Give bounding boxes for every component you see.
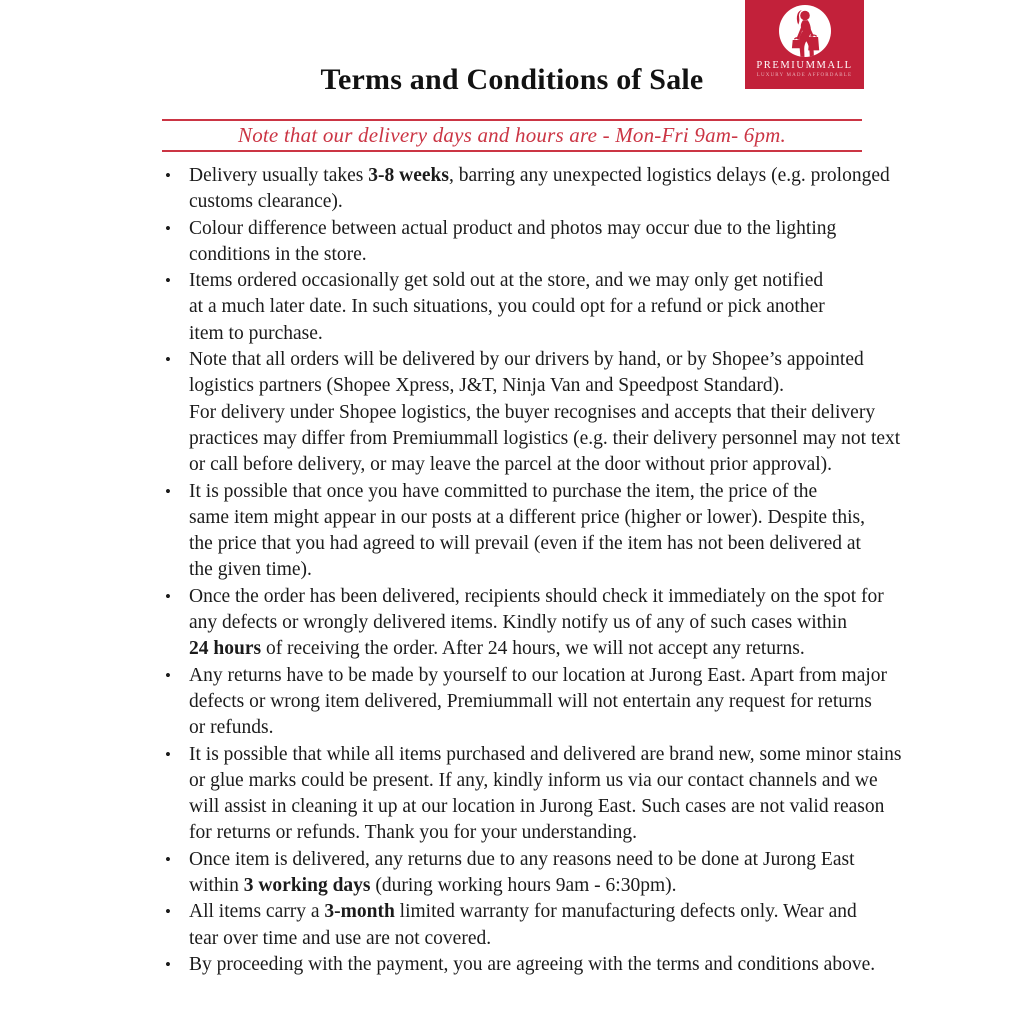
term-text: Colour difference between actual product and photos may occur due to the lighting conditions in the store. bbox=[189, 217, 837, 265]
bullet-marker: • bbox=[165, 218, 171, 238]
divider-line-bottom bbox=[162, 150, 862, 152]
bullet-marker: • bbox=[165, 954, 171, 974]
logo-tagline-text: LUXURY MADE AFFORDABLE bbox=[756, 73, 853, 78]
term-text: Any returns have to be made by yourself to our location at Jurong East. Apart from major defects or wrong item delivered, Premiummall will not entertain any request for returns or refunds. bbox=[189, 664, 888, 739]
list-item bbox=[162, 584, 884, 663]
bullet-marker: • bbox=[165, 350, 171, 370]
list-item bbox=[162, 847, 862, 900]
bullet-marker: • bbox=[165, 166, 171, 185]
bullet-marker: • bbox=[165, 665, 171, 685]
bullet-marker: • bbox=[165, 744, 171, 764]
term-text: Items ordered occasionally get sold out at the store, and we may only get notified at a much later date. In such situations, you could opt for a refund or pick another item to purchase. bbox=[189, 270, 825, 344]
term-text: Once item is delivered, any returns due to any reasons need to be done at Jurong East within 3 working days (during working hours 9am - 6:30pm). bbox=[189, 848, 855, 897]
list-item bbox=[162, 952, 876, 978]
list-item bbox=[162, 663, 888, 742]
document-content bbox=[162, 0, 902, 978]
term-text: By proceeding with the payment, you are agreeing with the terms and conditions above. bbox=[189, 953, 876, 975]
bullet-marker: • bbox=[165, 271, 171, 291]
list-item bbox=[162, 899, 862, 952]
bullet-marker: • bbox=[165, 586, 171, 606]
term-text: Note that all orders will be delivered by our drivers by hand, or by Shopee’s appointed logistics partners (Shopee Xpress, J&T, Ninja Van and Speedpost Standard). For delivery under Shopee logistics, the buyer recognises and accepts that their delivery practices may differ from Premiummall logistics (e.g. their delivery personnel may not text or call before delivery, or may leave the parcel at the door without prior approval). bbox=[189, 349, 901, 476]
list-item bbox=[162, 347, 901, 478]
list-item bbox=[162, 216, 862, 269]
list-item bbox=[162, 268, 862, 347]
term-text: Once the order has been delivered, recipients should check it immediately on the spot for any defects or wrongly delivered items. Kindly notify us of any of such cases within 24 hours of receiving the order. After 24 hours, we will not accept any returns. bbox=[189, 585, 884, 660]
page-title: Terms and Conditions of Sale bbox=[320, 63, 704, 96]
list-item bbox=[162, 479, 865, 584]
bullet-marker: • bbox=[165, 849, 171, 869]
list-item bbox=[162, 163, 890, 216]
logo-brand-text: PREMIUMMALL bbox=[756, 60, 853, 71]
term-text: It is possible that while all items purchased and delivered are brand new, some minor stains or glue marks could be present. If any, kindly inform us via our contact channels and we will assist in cleaning it up at our location in Jurong East. Such cases are not valid reason for returns or refunds. Thank you for your understanding. bbox=[189, 743, 902, 844]
term-text: It is possible that once you have committed to purchase the item, the price of the same item might appear in our posts at a different price (higher or lower). Despite this, the price that you had agreed to will prevail (even if the item has not been delivered at the given time). bbox=[189, 480, 865, 581]
bullet-marker: • bbox=[165, 902, 171, 922]
list-item bbox=[162, 742, 902, 847]
delivery-hours-note: Note that our delivery days and hours are - Mon-Fri 9am- 6pm. bbox=[237, 123, 787, 147]
terms-list bbox=[162, 163, 902, 978]
bullet-marker: • bbox=[165, 481, 171, 501]
term-text: Delivery usually takes 3-8 weeks, barring any unexpected logistics delays (e.g. prolonged customs clearance). bbox=[189, 165, 890, 213]
term-text: All items carry a 3-month limited warranty for manufacturing defects only. Wear and tear over time and use are not covered. bbox=[189, 901, 857, 949]
